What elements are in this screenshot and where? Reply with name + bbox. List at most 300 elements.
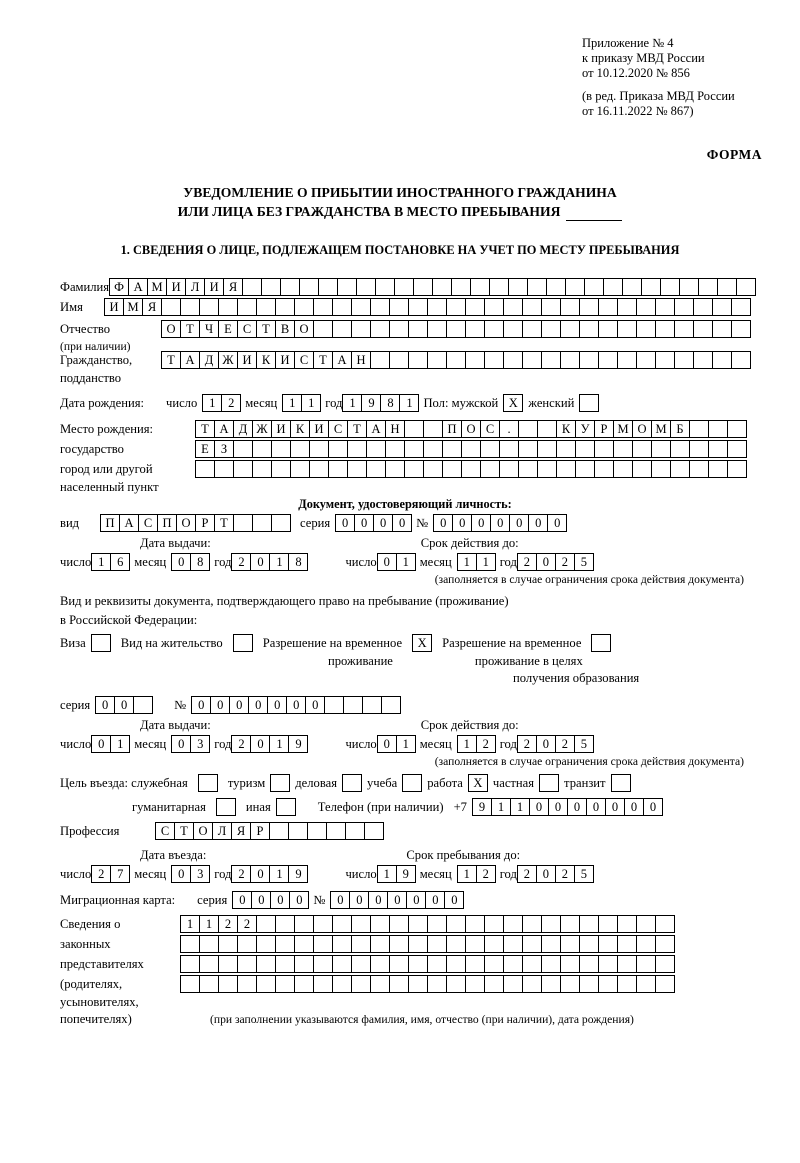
entry-day-input[interactable] [91, 865, 129, 883]
form-cell[interactable]: 1 [269, 735, 289, 753]
form-cell[interactable] [560, 955, 580, 973]
form-cell[interactable] [275, 915, 295, 933]
form-cell[interactable]: 0 [210, 696, 230, 714]
form-cell[interactable] [290, 440, 310, 458]
form-cell[interactable]: О [176, 514, 196, 532]
form-cell[interactable] [674, 298, 694, 316]
form-cell[interactable] [370, 351, 390, 369]
form-cell[interactable]: А [180, 351, 200, 369]
birth-day-input[interactable] [202, 394, 240, 412]
form-cell[interactable] [180, 298, 200, 316]
form-cell[interactable]: Ф [109, 278, 129, 296]
form-cell[interactable] [698, 278, 718, 296]
entry-year-input[interactable] [231, 865, 307, 883]
form-cell[interactable]: Я [223, 278, 243, 296]
form-cell[interactable]: И [237, 351, 257, 369]
form-cell[interactable] [689, 440, 709, 458]
form-cell[interactable] [180, 935, 200, 953]
form-cell[interactable] [527, 278, 547, 296]
form-cell[interactable] [375, 278, 395, 296]
form-cell[interactable] [233, 440, 253, 458]
form-cell[interactable] [522, 975, 542, 993]
form-cell[interactable] [332, 320, 352, 338]
form-cell[interactable] [347, 460, 367, 478]
form-cell[interactable] [651, 460, 671, 478]
surname-input[interactable] [109, 278, 755, 296]
form-cell[interactable] [442, 440, 462, 458]
form-cell[interactable] [408, 351, 428, 369]
form-cell[interactable]: 1 [457, 553, 477, 571]
form-cell[interactable]: 0 [373, 514, 393, 532]
legal-rep-line-2-input[interactable] [180, 935, 674, 953]
form-cell[interactable] [560, 351, 580, 369]
form-cell[interactable] [708, 460, 728, 478]
form-cell[interactable] [256, 975, 276, 993]
form-cell[interactable]: 0 [528, 514, 548, 532]
form-cell[interactable] [465, 975, 485, 993]
form-cell[interactable]: . [499, 420, 519, 438]
form-cell[interactable] [356, 278, 376, 296]
form-cell[interactable] [347, 440, 367, 458]
form-cell[interactable] [389, 955, 409, 973]
form-cell[interactable]: 8 [380, 394, 400, 412]
form-cell[interactable] [394, 278, 414, 296]
form-cell[interactable]: 0 [509, 514, 529, 532]
form-cell[interactable] [484, 915, 504, 933]
form-cell[interactable]: 3 [190, 865, 210, 883]
phone-input[interactable] [472, 798, 662, 816]
legal-rep-line-1-input[interactable] [180, 915, 674, 933]
form-cell[interactable]: 5 [574, 735, 594, 753]
form-cell[interactable] [404, 440, 424, 458]
form-cell[interactable] [461, 440, 481, 458]
doc-series-input[interactable] [335, 514, 411, 532]
form-cell[interactable]: 1 [342, 394, 362, 412]
form-cell[interactable] [632, 440, 652, 458]
doc-valid-day-input[interactable] [377, 553, 415, 571]
form-cell[interactable] [275, 298, 295, 316]
form-cell[interactable] [324, 696, 344, 714]
form-cell[interactable] [423, 420, 443, 438]
form-cell[interactable] [351, 975, 371, 993]
form-cell[interactable]: 0 [354, 514, 374, 532]
form-cell[interactable]: 0 [229, 696, 249, 714]
purpose-humanitarian-checkbox[interactable] [216, 798, 236, 816]
purpose-service-checkbox[interactable] [198, 774, 218, 792]
entry-month-input[interactable] [171, 865, 209, 883]
form-cell[interactable] [427, 975, 447, 993]
form-cell[interactable] [579, 975, 599, 993]
form-cell[interactable]: 0 [368, 891, 388, 909]
form-cell[interactable]: 0 [114, 696, 134, 714]
form-cell[interactable] [199, 935, 219, 953]
form-cell[interactable] [655, 351, 675, 369]
form-cell[interactable] [484, 298, 504, 316]
form-cell[interactable] [332, 915, 352, 933]
form-cell[interactable] [408, 975, 428, 993]
form-cell[interactable]: Ж [252, 420, 272, 438]
form-cell[interactable] [522, 955, 542, 973]
form-cell[interactable] [446, 955, 466, 973]
form-cell[interactable]: 5 [574, 553, 594, 571]
form-cell[interactable] [518, 460, 538, 478]
form-cell[interactable] [565, 278, 585, 296]
form-cell[interactable] [636, 351, 656, 369]
patronymic-input[interactable] [161, 320, 750, 338]
form-cell[interactable]: 0 [171, 553, 191, 571]
form-cell[interactable] [465, 351, 485, 369]
form-cell[interactable] [252, 460, 272, 478]
form-cell[interactable] [366, 440, 386, 458]
doc-issue-year-input[interactable] [231, 553, 307, 571]
form-cell[interactable] [503, 915, 523, 933]
form-cell[interactable] [670, 460, 690, 478]
form-cell[interactable]: 0 [171, 735, 191, 753]
form-cell[interactable] [579, 298, 599, 316]
form-cell[interactable] [423, 440, 443, 458]
form-cell[interactable] [332, 975, 352, 993]
form-cell[interactable] [328, 440, 348, 458]
form-cell[interactable] [370, 935, 390, 953]
stay-day-input[interactable] [377, 865, 415, 883]
form-cell[interactable] [313, 975, 333, 993]
form-cell[interactable]: 2 [517, 865, 537, 883]
form-cell[interactable]: С [155, 822, 175, 840]
legal-rep-line-4-input[interactable] [180, 975, 674, 993]
legal-rep-line-3-input[interactable] [180, 955, 674, 973]
permit-issue-year-input[interactable] [231, 735, 307, 753]
form-cell[interactable] [717, 278, 737, 296]
permit-valid-month-input[interactable] [457, 735, 495, 753]
form-cell[interactable] [465, 935, 485, 953]
form-cell[interactable]: А [119, 514, 139, 532]
form-cell[interactable] [364, 822, 384, 840]
form-cell[interactable] [579, 955, 599, 973]
form-cell[interactable] [237, 935, 257, 953]
form-cell[interactable] [537, 440, 557, 458]
stay-year-input[interactable] [517, 865, 593, 883]
form-cell[interactable] [579, 320, 599, 338]
form-cell[interactable] [446, 975, 466, 993]
form-cell[interactable] [446, 935, 466, 953]
form-cell[interactable]: С [480, 420, 500, 438]
form-cell[interactable] [389, 975, 409, 993]
form-cell[interactable]: 9 [472, 798, 492, 816]
form-cell[interactable] [579, 935, 599, 953]
form-cell[interactable] [309, 460, 329, 478]
form-cell[interactable]: 0 [392, 514, 412, 532]
form-cell[interactable] [636, 320, 656, 338]
form-cell[interactable] [465, 915, 485, 933]
form-cell[interactable]: 2 [218, 915, 238, 933]
form-cell[interactable] [294, 975, 314, 993]
form-cell[interactable] [541, 351, 561, 369]
form-cell[interactable] [233, 514, 253, 532]
temp-residence-checkbox[interactable]: X [412, 634, 432, 652]
form-cell[interactable] [541, 320, 561, 338]
form-cell[interactable]: 0 [536, 865, 556, 883]
form-cell[interactable] [180, 955, 200, 973]
form-cell[interactable] [484, 320, 504, 338]
form-cell[interactable] [337, 278, 357, 296]
form-cell[interactable] [256, 935, 276, 953]
form-cell[interactable]: 1 [476, 553, 496, 571]
form-cell[interactable] [299, 278, 319, 296]
form-cell[interactable] [484, 935, 504, 953]
form-cell[interactable] [731, 298, 751, 316]
form-cell[interactable]: 0 [335, 514, 355, 532]
form-cell[interactable] [427, 955, 447, 973]
form-cell[interactable]: 2 [221, 394, 241, 412]
permit-issue-day-input[interactable] [91, 735, 129, 753]
sex-female-checkbox[interactable] [579, 394, 599, 412]
doc-valid-year-input[interactable] [517, 553, 593, 571]
form-cell[interactable] [655, 975, 675, 993]
form-cell[interactable] [727, 440, 747, 458]
form-cell[interactable] [598, 955, 618, 973]
form-cell[interactable]: 2 [231, 865, 251, 883]
form-cell[interactable] [508, 278, 528, 296]
form-cell[interactable] [237, 298, 257, 316]
form-cell[interactable]: Т [161, 351, 181, 369]
form-cell[interactable] [345, 822, 365, 840]
form-cell[interactable] [484, 975, 504, 993]
form-cell[interactable] [343, 696, 363, 714]
form-cell[interactable] [613, 440, 633, 458]
form-cell[interactable]: Б [670, 420, 690, 438]
sex-male-checkbox[interactable]: X [503, 394, 523, 412]
form-cell[interactable] [427, 351, 447, 369]
form-cell[interactable] [598, 975, 618, 993]
form-cell[interactable] [465, 955, 485, 973]
form-cell[interactable]: 1 [491, 798, 511, 816]
form-cell[interactable] [594, 440, 614, 458]
form-cell[interactable]: Т [256, 320, 276, 338]
form-cell[interactable] [370, 320, 390, 338]
form-cell[interactable] [351, 320, 371, 338]
visa-checkbox[interactable] [91, 634, 111, 652]
doc-kind-input[interactable] [100, 514, 290, 532]
form-cell[interactable] [499, 460, 519, 478]
form-cell[interactable]: 2 [231, 735, 251, 753]
form-cell[interactable] [689, 460, 709, 478]
form-cell[interactable]: И [271, 420, 291, 438]
form-cell[interactable] [218, 298, 238, 316]
form-cell[interactable] [370, 955, 390, 973]
form-cell[interactable] [370, 298, 390, 316]
form-cell[interactable]: С [294, 351, 314, 369]
form-cell[interactable] [655, 915, 675, 933]
form-cell[interactable] [560, 935, 580, 953]
form-cell[interactable] [389, 935, 409, 953]
form-cell[interactable]: С [237, 320, 257, 338]
form-cell[interactable] [617, 320, 637, 338]
form-cell[interactable]: 0 [433, 514, 453, 532]
form-cell[interactable] [575, 460, 595, 478]
form-cell[interactable]: 0 [251, 891, 271, 909]
form-cell[interactable]: И [309, 420, 329, 438]
form-cell[interactable] [366, 460, 386, 478]
form-cell[interactable]: К [290, 420, 310, 438]
form-cell[interactable]: Р [250, 822, 270, 840]
form-cell[interactable] [674, 320, 694, 338]
citizenship-input[interactable] [161, 351, 750, 369]
form-cell[interactable] [693, 320, 713, 338]
form-cell[interactable] [546, 278, 566, 296]
form-cell[interactable]: Л [185, 278, 205, 296]
form-cell[interactable] [480, 460, 500, 478]
form-cell[interactable] [271, 440, 291, 458]
form-cell[interactable] [389, 298, 409, 316]
form-cell[interactable]: 0 [605, 798, 625, 816]
form-cell[interactable] [309, 440, 329, 458]
birth-month-input[interactable] [282, 394, 320, 412]
form-cell[interactable]: О [193, 822, 213, 840]
form-cell[interactable]: Т [180, 320, 200, 338]
form-cell[interactable] [560, 975, 580, 993]
birth-place-line-3-input[interactable] [195, 460, 746, 478]
name-input[interactable] [104, 298, 750, 316]
birth-place-line-1-input[interactable] [195, 420, 746, 438]
form-cell[interactable] [252, 514, 272, 532]
form-cell[interactable] [199, 955, 219, 973]
form-cell[interactable]: 0 [250, 865, 270, 883]
form-cell[interactable]: 0 [624, 798, 644, 816]
form-cell[interactable] [584, 278, 604, 296]
form-cell[interactable] [480, 440, 500, 458]
form-cell[interactable] [598, 298, 618, 316]
form-cell[interactable]: 1 [202, 394, 222, 412]
form-cell[interactable] [351, 955, 371, 973]
form-cell[interactable] [632, 460, 652, 478]
edu-residence-checkbox[interactable] [591, 634, 611, 652]
form-cell[interactable]: 0 [349, 891, 369, 909]
form-cell[interactable] [693, 351, 713, 369]
form-cell[interactable] [518, 440, 538, 458]
form-cell[interactable]: 6 [110, 553, 130, 571]
form-cell[interactable] [446, 298, 466, 316]
form-cell[interactable]: З [214, 440, 234, 458]
form-cell[interactable] [541, 955, 561, 973]
form-cell[interactable] [503, 975, 523, 993]
form-cell[interactable] [537, 420, 557, 438]
form-cell[interactable]: 0 [471, 514, 491, 532]
form-cell[interactable] [275, 955, 295, 973]
form-cell[interactable]: Т [195, 420, 215, 438]
form-cell[interactable]: 0 [548, 798, 568, 816]
form-cell[interactable] [294, 955, 314, 973]
form-cell[interactable] [404, 460, 424, 478]
form-cell[interactable] [522, 935, 542, 953]
birth-place-line-2-input[interactable] [195, 440, 746, 458]
form-cell[interactable]: Т [313, 351, 333, 369]
form-cell[interactable]: 0 [250, 735, 270, 753]
form-cell[interactable] [294, 935, 314, 953]
form-cell[interactable]: 2 [476, 865, 496, 883]
form-cell[interactable] [617, 955, 637, 973]
form-cell[interactable] [313, 320, 333, 338]
form-cell[interactable] [199, 975, 219, 993]
form-cell[interactable] [598, 320, 618, 338]
form-cell[interactable] [579, 351, 599, 369]
form-cell[interactable]: Н [351, 351, 371, 369]
form-cell[interactable]: 0 [171, 865, 191, 883]
form-cell[interactable]: 1 [396, 553, 416, 571]
form-cell[interactable]: Т [174, 822, 194, 840]
form-cell[interactable] [408, 935, 428, 953]
stay-month-input[interactable] [457, 865, 495, 883]
permit-valid-day-input[interactable] [377, 735, 415, 753]
form-cell[interactable] [326, 822, 346, 840]
form-cell[interactable] [269, 822, 289, 840]
form-cell[interactable]: 0 [536, 553, 556, 571]
form-cell[interactable] [385, 460, 405, 478]
form-cell[interactable]: 1 [301, 394, 321, 412]
form-cell[interactable] [617, 975, 637, 993]
form-cell[interactable]: 2 [231, 553, 251, 571]
form-cell[interactable]: Т [347, 420, 367, 438]
form-cell[interactable]: 0 [232, 891, 252, 909]
form-cell[interactable] [636, 975, 656, 993]
form-cell[interactable] [351, 935, 371, 953]
form-cell[interactable] [679, 278, 699, 296]
form-cell[interactable] [575, 440, 595, 458]
form-cell[interactable] [503, 320, 523, 338]
form-cell[interactable] [484, 351, 504, 369]
form-cell[interactable]: Н [385, 420, 405, 438]
form-cell[interactable]: 0 [289, 891, 309, 909]
form-cell[interactable] [537, 460, 557, 478]
form-cell[interactable] [256, 955, 276, 973]
form-cell[interactable] [655, 955, 675, 973]
form-cell[interactable]: М [613, 420, 633, 438]
form-cell[interactable] [465, 320, 485, 338]
form-cell[interactable]: У [575, 420, 595, 438]
form-cell[interactable] [362, 696, 382, 714]
form-cell[interactable]: 0 [286, 696, 306, 714]
form-cell[interactable] [670, 440, 690, 458]
form-cell[interactable]: А [366, 420, 386, 438]
purpose-business-checkbox[interactable] [342, 774, 362, 792]
form-cell[interactable] [518, 420, 538, 438]
form-cell[interactable]: Ж [218, 351, 238, 369]
form-cell[interactable] [522, 320, 542, 338]
form-cell[interactable]: 0 [536, 735, 556, 753]
form-cell[interactable] [313, 298, 333, 316]
form-cell[interactable] [655, 298, 675, 316]
form-cell[interactable]: 2 [555, 865, 575, 883]
residence-permit-checkbox[interactable] [233, 634, 253, 652]
form-cell[interactable] [712, 298, 732, 316]
form-cell[interactable] [556, 460, 576, 478]
form-cell[interactable]: А [128, 278, 148, 296]
form-cell[interactable] [199, 298, 219, 316]
form-cell[interactable] [408, 915, 428, 933]
form-cell[interactable] [712, 351, 732, 369]
form-cell[interactable] [541, 915, 561, 933]
form-cell[interactable]: 1 [457, 865, 477, 883]
form-cell[interactable]: 2 [555, 735, 575, 753]
form-cell[interactable] [484, 955, 504, 973]
form-cell[interactable]: 0 [425, 891, 445, 909]
form-cell[interactable]: 1 [199, 915, 219, 933]
profession-input[interactable] [155, 822, 383, 840]
form-cell[interactable]: 9 [288, 735, 308, 753]
form-cell[interactable] [133, 696, 153, 714]
form-cell[interactable] [622, 278, 642, 296]
form-cell[interactable]: 2 [476, 735, 496, 753]
form-cell[interactable] [427, 915, 447, 933]
